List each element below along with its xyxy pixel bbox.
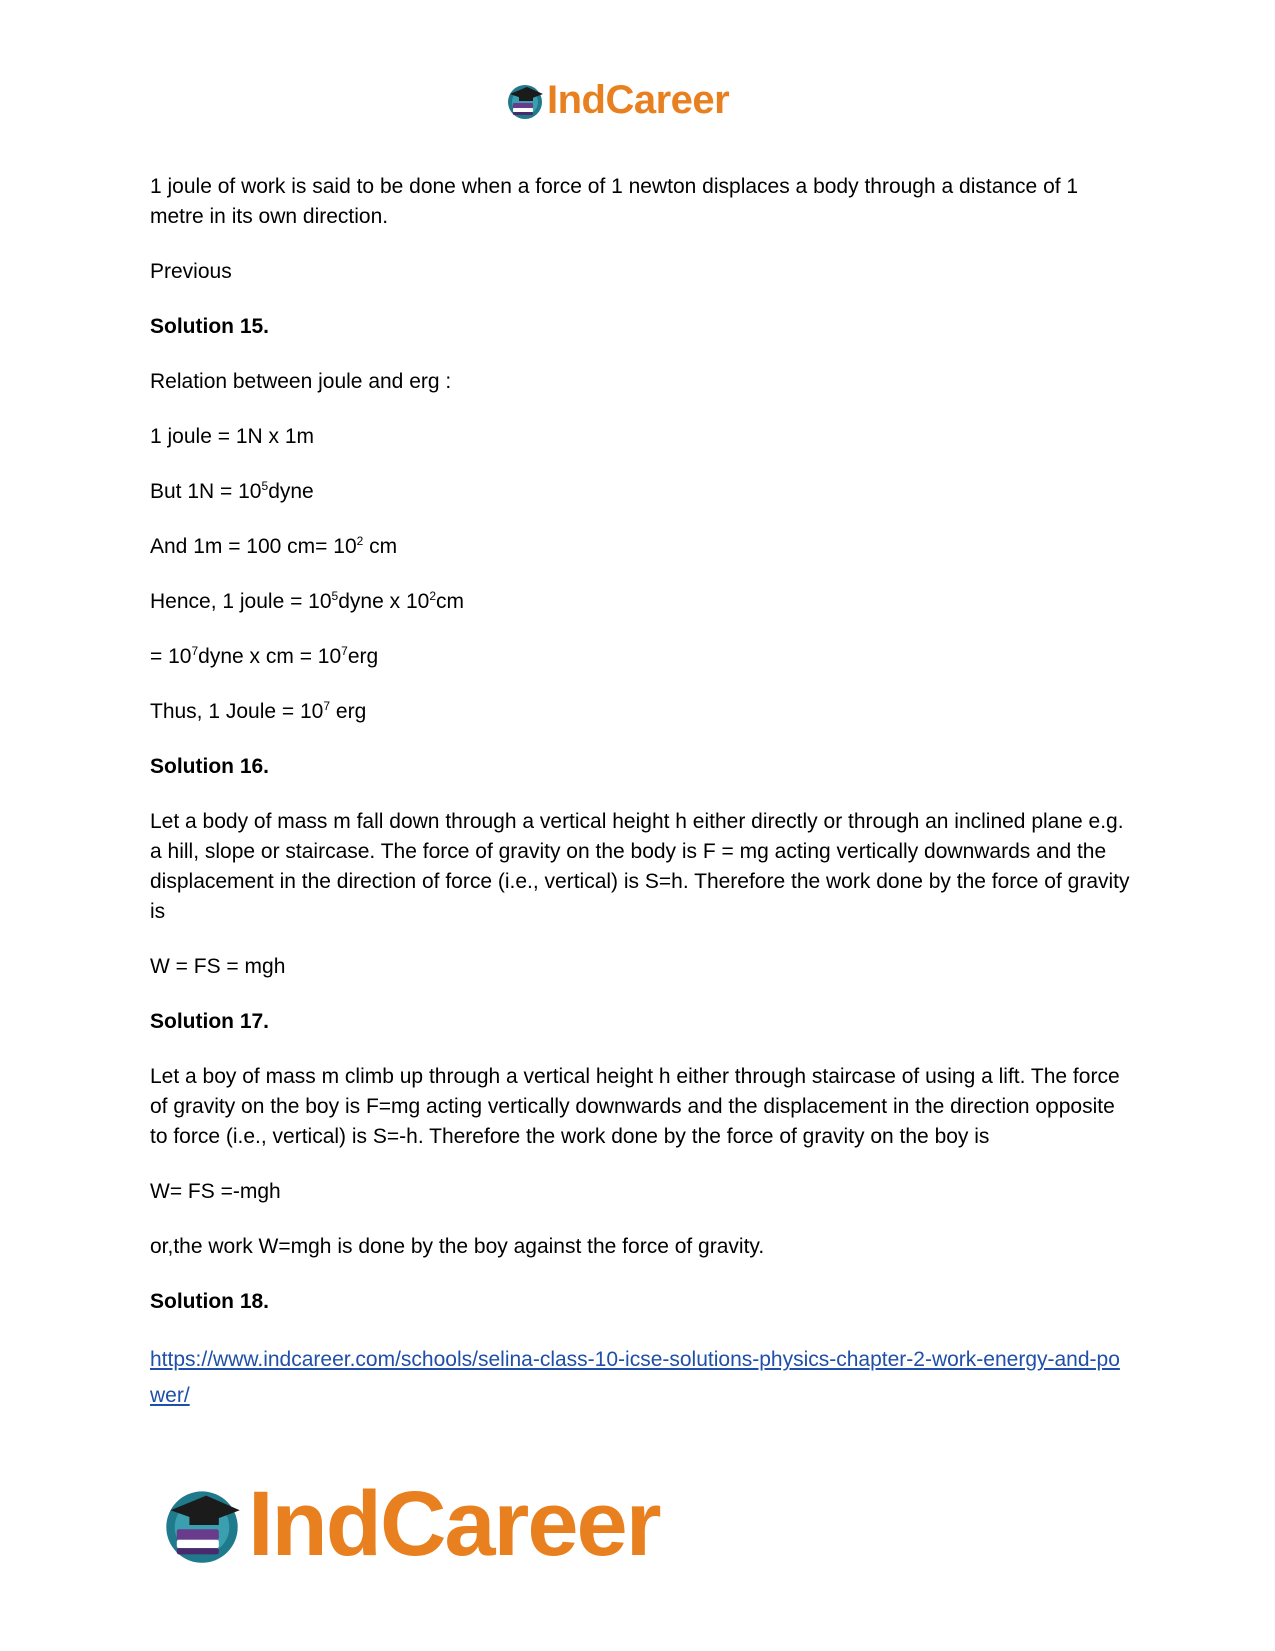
graduation-cap-globe-icon — [505, 81, 545, 121]
header-logo — [505, 78, 729, 123]
equation-line: 1 joule = 1N x 1m — [150, 425, 315, 448]
paragraph: Let a boy of mass m climb up through a vertical height h either through staircase of using a lift. The force of gravity on the boy is F=mg acting vertically downwards and the displacement in the direction opposite to force (i.e., vertical) is S=-h. Therefore the work done by the force of gravity on the boy is — [150, 1065, 1120, 1148]
paragraph: Relation between joule and erg : — [150, 370, 452, 393]
equation-line: Thus, 1 Joule = $10^7$ erg — [150, 699, 367, 723]
paragraph: or,the work W=mgh is done by the boy against the force of gravity. — [150, 1235, 765, 1258]
paragraph: 1 joule of work is said to be done when a force of 1 newton displaces a body through a distance of 1 metre in its own direction. — [150, 175, 1079, 228]
document-body — [150, 172, 1130, 1414]
footer-logo — [160, 1472, 660, 1577]
previous-text: Previous — [150, 260, 232, 283]
solution-17-heading: Solution 17. — [150, 1010, 270, 1033]
logo-text: IndCareer — [547, 78, 730, 122]
graduation-cap-globe-icon — [160, 1483, 244, 1567]
solution-15-heading: Solution 15. — [150, 315, 270, 338]
logo-text: IndCareer — [248, 1473, 660, 1575]
solution-16-heading: Solution 16. — [150, 755, 270, 778]
equation-line: But $1N = 10^5dyne$ — [150, 479, 314, 503]
solution-link[interactable]: https://www.indcareer.com/schools/selina-class-10-icse-solutions-physics-chapter-2-work-energy-and-power/ — [150, 1348, 1120, 1407]
equation-line: W= FS =-mgh — [150, 1180, 281, 1203]
equation-line: W = FS = mgh — [150, 955, 286, 978]
equation-line: And 1m = 100 $cm= 10^2$ cm — [150, 534, 398, 558]
solution-18-heading: Solution 18. — [150, 1290, 270, 1313]
equation-line: = $10^7dyne$ x cm = $10^7erg$ — [150, 644, 379, 668]
equation-line: Hence, 1 joule = $10^5dyne$ x $10^2cm$ — [150, 589, 464, 613]
paragraph: Let a body of mass m fall down through a vertical height h either directly or through an inclined plane e.g. a hill, slope or staircase. The force of gravity on the body is F = mg acting vertically downwards and the displacement in the direction of force (i.e., vertical) is S=h. Therefore the work done by the force of gravity is — [150, 810, 1130, 923]
